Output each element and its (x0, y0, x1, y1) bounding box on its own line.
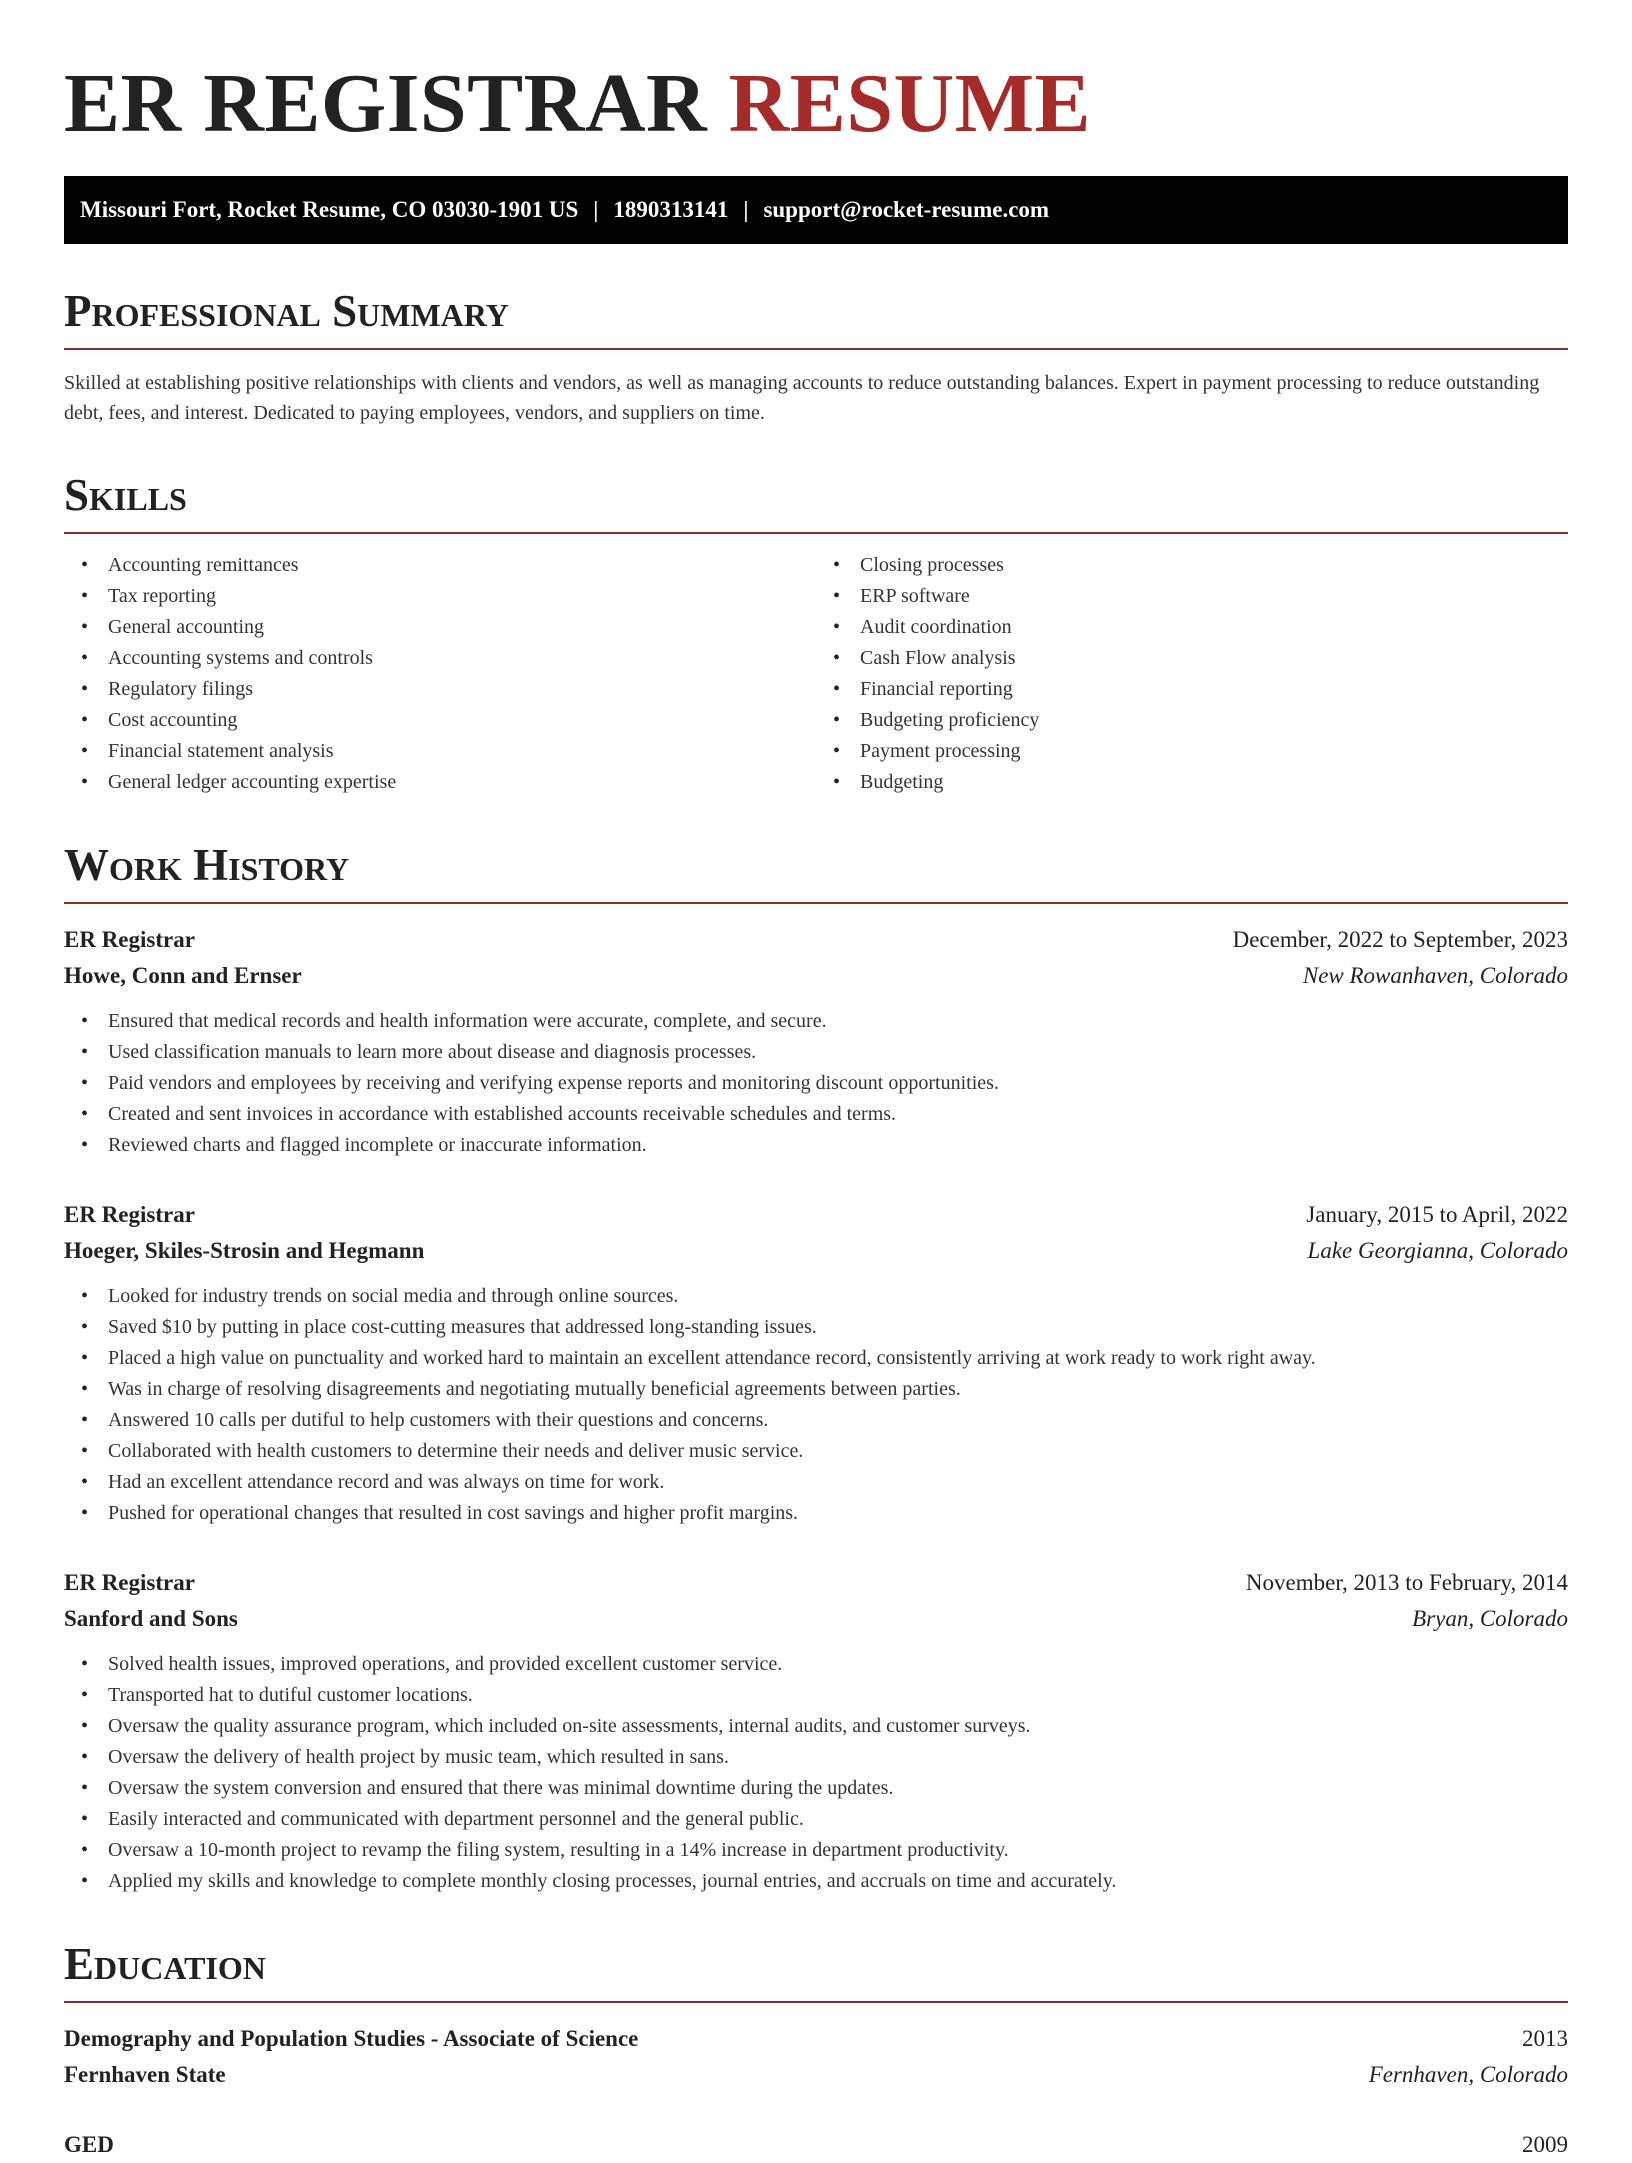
contact-email[interactable]: support@rocket-resume.com (763, 197, 1050, 222)
contact-phone[interactable]: 1890313141 (613, 197, 729, 222)
job-bullet: • Used classification manuals to learn more about disease and diagnosis processes. (64, 1037, 1568, 1068)
education-entry (64, 2021, 1568, 2093)
education-section (64, 1941, 1568, 2163)
title-resume-word: RESUME (728, 57, 1092, 150)
education-degree: GED (64, 2132, 114, 2157)
contact-address: Missouri Fort, Rocket Resume, CO 03030-1901 US (80, 197, 579, 222)
summary-section (64, 288, 1568, 428)
job-bullet: • Collaborated with health customers to determine their needs and deliver music service. (64, 1436, 1568, 1467)
job-bullet: • Answered 10 calls per dutiful to help customers with their questions and concerns. (64, 1405, 1568, 1436)
job-header-row (64, 1565, 1568, 1601)
job-bullet: • Placed a high value on punctuality and worked hard to maintain an excellent attendance record, consistently arriving at work ready to work right away. (64, 1343, 1568, 1374)
job-bullet: • Solved health issues, improved operations, and provided excellent customer service. (64, 1649, 1568, 1680)
education-year: 2013 (1522, 2026, 1568, 2051)
skills-heading: Skills (64, 472, 1568, 534)
job-bullet: • Transported hat to dutiful customer locations. (64, 1680, 1568, 1711)
job-location: Bryan, Colorado (1412, 1606, 1568, 1631)
job-bullet: • Oversaw the delivery of health project by music team, which resulted in sans. (64, 1742, 1568, 1773)
education-degree-row (64, 2127, 1568, 2163)
job-title: ER Registrar (64, 927, 195, 952)
job-bullet: • Oversaw the system conversion and ensured that there was minimal downtime during the updates. (64, 1773, 1568, 1804)
skill-item: • Financial reporting (816, 674, 1568, 705)
job-title: ER Registrar (64, 1202, 195, 1227)
job-bullet: • Was in charge of resolving disagreements and negotiating mutually beneficial agreements between parties. (64, 1374, 1568, 1405)
education-degree: Demography and Population Studies - Associate of Science (64, 2026, 639, 2051)
skill-item: • General ledger accounting expertise (64, 767, 816, 798)
job-bullet: • Created and sent invoices in accordance with established accounts receivable schedules and terms. (64, 1099, 1568, 1130)
education-location: Fernhaven, Colorado (1368, 2062, 1568, 2087)
title-name: ER REGISTRAR (64, 57, 708, 150)
work-history-heading: Work History (64, 842, 1568, 904)
skill-item: • Accounting remittances (64, 550, 816, 581)
job-bullet: • Oversaw a 10-month project to revamp the filing system, resulting in a 14% increase in department productivity. (64, 1835, 1568, 1866)
job-bullet: • Paid vendors and employees by receiving and verifying expense reports and monitoring discount opportunities. (64, 1068, 1568, 1099)
skill-item: • Audit coordination (816, 612, 1568, 643)
job-bullet: • Had an excellent attendance record and was always on time for work. (64, 1467, 1568, 1498)
skill-item: • Tax reporting (64, 581, 816, 612)
job-dates: December, 2022 to September, 2023 (1232, 927, 1568, 952)
skill-item: • Regulatory filings (64, 674, 816, 705)
contact-separator: | (743, 197, 749, 222)
skill-item: • General accounting (64, 612, 816, 643)
summary-text: Skilled at establishing positive relationships with clients and vendors, as well as managing accounts to reduce outstanding balances. Expert in payment processing to reduce outstanding debt, fees, and interest. Dedicated to paying employees, vendors, and suppliers on time. (64, 372, 1540, 424)
skill-item: • Accounting systems and controls (64, 643, 816, 674)
job-entry (64, 1565, 1568, 1897)
education-entry (64, 2127, 1568, 2163)
job-company-row (64, 1601, 1568, 1637)
job-company-row (64, 1233, 1568, 1269)
skills-columns (64, 550, 1568, 798)
job-bullet: • Applied my skills and knowledge to complete monthly closing processes, journal entries, and accruals on time and accurately. (64, 1866, 1568, 1897)
skill-item: • Budgeting proficiency (816, 705, 1568, 736)
skill-item: • Financial statement analysis (64, 736, 816, 767)
education-degree-row (64, 2021, 1568, 2057)
job-bullet: • Looked for industry trends on social media and through online sources. (64, 1281, 1568, 1312)
skill-item: • Cash Flow analysis (816, 643, 1568, 674)
job-title: ER Registrar (64, 1570, 195, 1595)
job-bullets (64, 1649, 1568, 1897)
job-entry (64, 1197, 1568, 1529)
job-bullets (64, 1006, 1568, 1161)
job-bullet: • Oversaw the quality assurance program, which included on-site assessments, internal audits, and customer surveys. (64, 1711, 1568, 1742)
job-bullet: • Pushed for operational changes that resulted in cost savings and higher profit margins. (64, 1498, 1568, 1529)
education-school: Fernhaven State (64, 2062, 226, 2087)
job-company: Hoeger, Skiles-Strosin and Hegmann (64, 1238, 425, 1263)
job-header-row (64, 1197, 1568, 1233)
skills-section (64, 472, 1568, 798)
work-history-section (64, 842, 1568, 1897)
skill-item: • Payment processing (816, 736, 1568, 767)
skill-item: • Budgeting (816, 767, 1568, 798)
job-bullets (64, 1281, 1568, 1529)
job-bullet: • Easily interacted and communicated with department personnel and the general public. (64, 1804, 1568, 1835)
skills-list-right (816, 550, 1568, 798)
contact-bar (64, 176, 1568, 244)
education-school-row (64, 2057, 1568, 2093)
job-location: Lake Georgianna, Colorado (1307, 1238, 1568, 1263)
job-company: Sanford and Sons (64, 1606, 238, 1631)
job-location: New Rowanhaven, Colorado (1302, 963, 1568, 988)
job-bullet: • Ensured that medical records and health information were accurate, complete, and secure. (64, 1006, 1568, 1037)
job-company: Howe, Conn and Ernser (64, 963, 302, 988)
education-heading: Education (64, 1941, 1568, 2003)
job-dates: November, 2013 to February, 2014 (1245, 1570, 1568, 1595)
job-bullet: • Reviewed charts and flagged incomplete or inaccurate information. (64, 1130, 1568, 1161)
job-entry (64, 922, 1568, 1161)
skills-list-left (64, 550, 816, 798)
job-company-row (64, 958, 1568, 994)
skill-item: • Cost accounting (64, 705, 816, 736)
job-header-row (64, 922, 1568, 958)
resume-title (64, 0, 1568, 152)
skill-item: • ERP software (816, 581, 1568, 612)
contact-separator: | (593, 197, 599, 222)
skill-item: • Closing processes (816, 550, 1568, 581)
job-bullet: • Saved $10 by putting in place cost-cutting measures that addressed long-standing issues. (64, 1312, 1568, 1343)
job-dates: January, 2015 to April, 2022 (1306, 1202, 1568, 1227)
education-year: 2009 (1522, 2132, 1568, 2157)
summary-heading: Professional Summary (64, 288, 1568, 350)
